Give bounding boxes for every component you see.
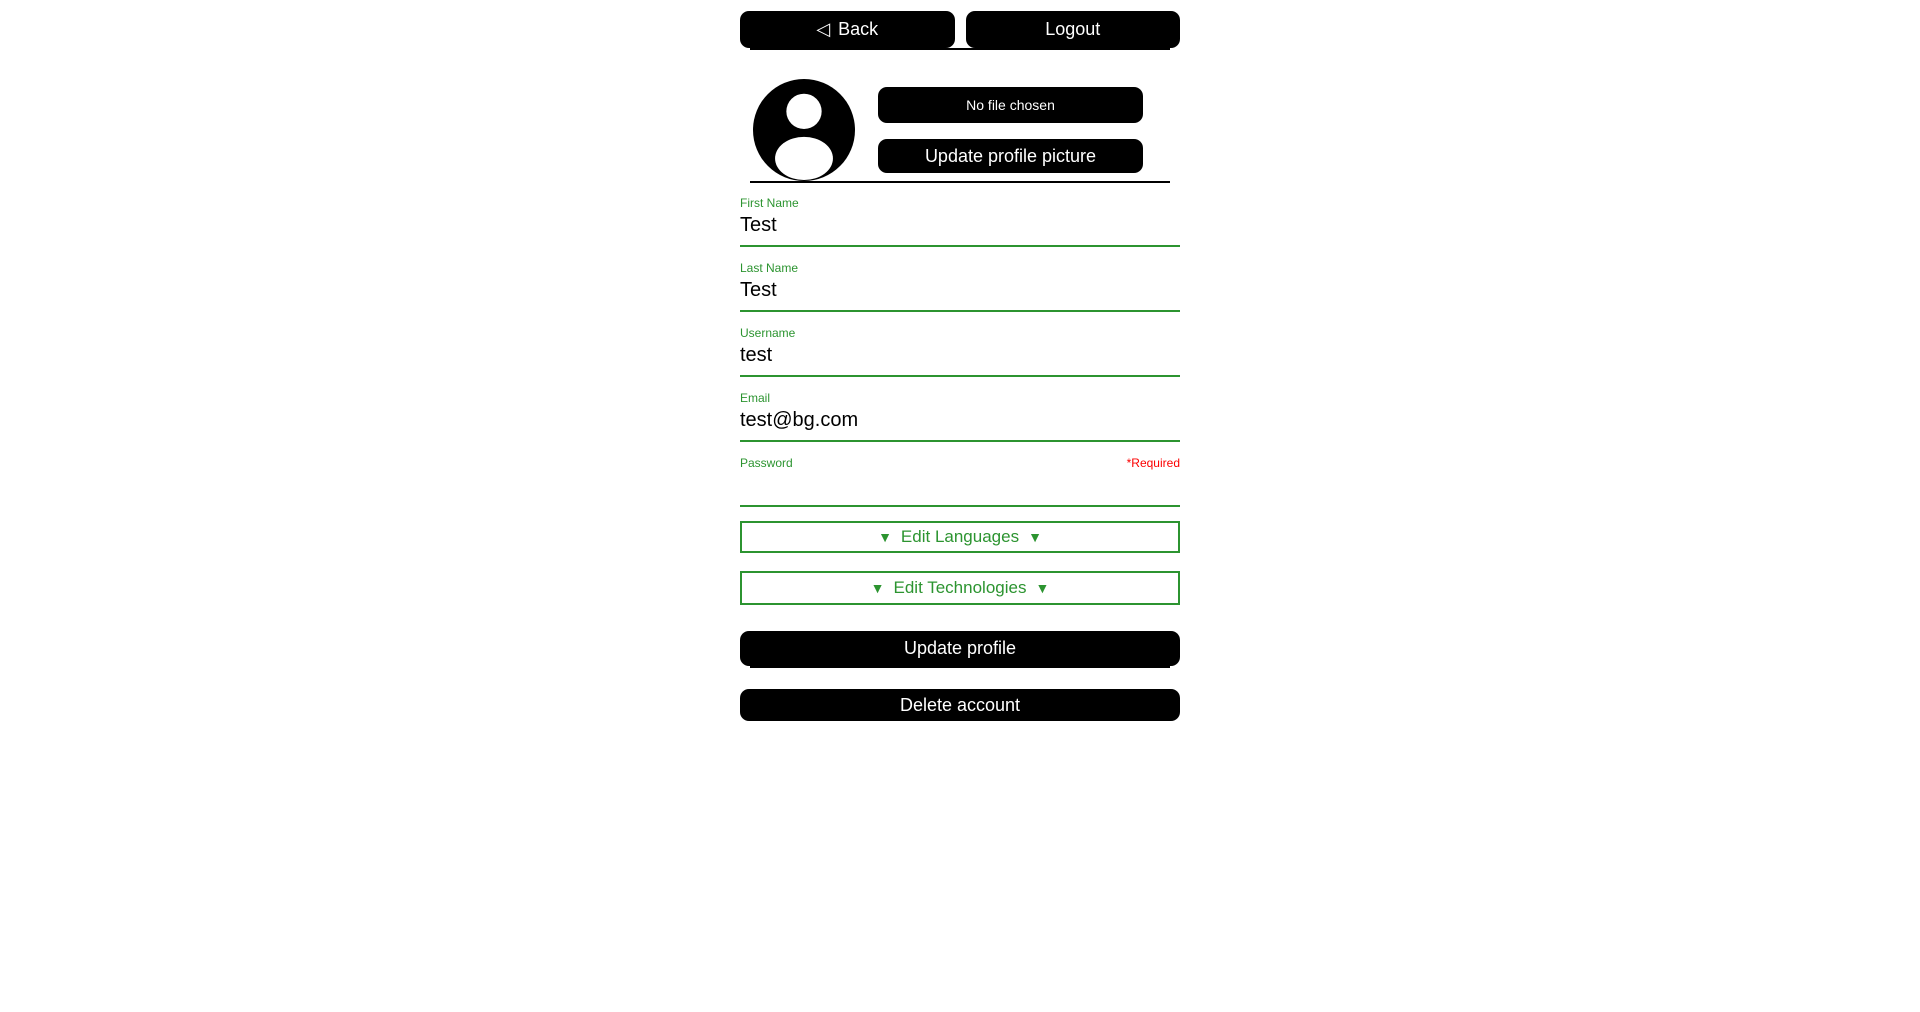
profile-picture-section [740, 79, 1180, 181]
first-name-field [740, 196, 1180, 247]
profile-picture-file-input[interactable] [878, 87, 1143, 123]
first-name-input[interactable] [740, 214, 1180, 247]
update-profile-picture-label: Update profile picture [924, 145, 1097, 166]
last-name-label: Last Name [740, 261, 799, 275]
chevron-down-icon: ▼ [878, 529, 892, 545]
email-label: Email [740, 391, 771, 405]
chevron-down-icon: ▼ [1035, 580, 1050, 596]
first-name-label: First Name [740, 196, 799, 210]
username-label: Username [740, 326, 796, 340]
divider [750, 48, 1170, 50]
delete-account-label: Delete account [899, 694, 1021, 715]
edit-technologies-label: Edit Technologies [893, 578, 1027, 597]
picture-controls [878, 87, 1143, 173]
avatar-person-icon [753, 79, 855, 181]
divider [750, 666, 1170, 668]
file-input-status-text: No file chosen [966, 97, 1055, 113]
divider [750, 181, 1170, 183]
logout-button-label: Logout [1045, 19, 1101, 39]
last-name-input[interactable] [740, 279, 1180, 312]
email-field [740, 391, 1180, 442]
chevron-down-icon: ▼ [1028, 529, 1042, 545]
top-button-row [740, 11, 1180, 48]
update-profile-label: Update profile [903, 638, 1017, 658]
last-name-field [740, 261, 1180, 312]
profile-page [740, 0, 1180, 721]
edit-technologies-button[interactable] [740, 571, 1180, 605]
password-label: Password [740, 456, 793, 470]
logout-button[interactable] [966, 11, 1181, 48]
back-button-label: Back [838, 19, 879, 39]
chevron-down-icon: ▼ [870, 580, 885, 596]
update-profile-picture-button[interactable] [878, 139, 1143, 173]
password-field [740, 456, 1180, 507]
update-profile-button[interactable] [740, 631, 1180, 666]
back-button[interactable] [740, 11, 955, 48]
back-arrow-icon: ◁ [816, 19, 831, 39]
profile-form [740, 196, 1180, 507]
delete-account-button[interactable] [740, 689, 1180, 721]
password-input[interactable] [740, 474, 1180, 507]
email-input[interactable] [740, 409, 1180, 442]
username-input[interactable] [740, 344, 1180, 377]
edit-languages-button[interactable] [740, 521, 1180, 553]
password-required-note: *Required [1126, 456, 1180, 470]
username-field [740, 326, 1180, 377]
edit-languages-label: Edit Languages [900, 527, 1020, 546]
